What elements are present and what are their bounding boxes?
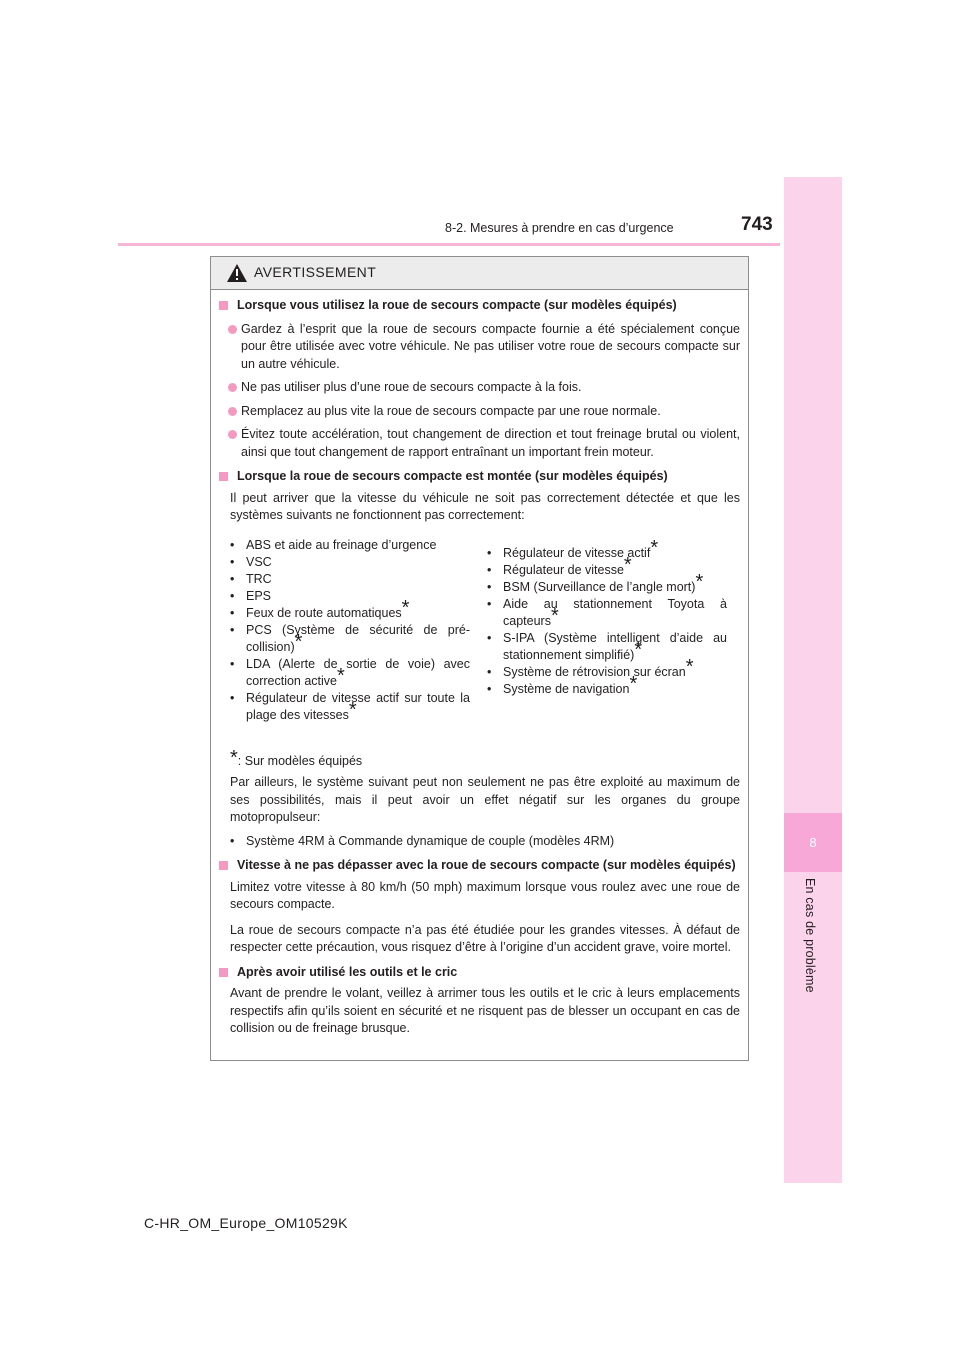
asterisk-mark: * [401,596,410,619]
warning-header [211,257,748,290]
asterisk-mark: * [685,655,694,678]
warning-box [210,256,749,1061]
warning-title: AVERTISSEMENT [254,264,377,280]
list-item: • ABS et aide au freinage d’urgence [230,537,470,554]
pink-dot-bullet-icon [228,325,237,334]
chapter-side-tab [784,177,842,1183]
list-item: • Régulateur de vitesse actif* [487,545,727,562]
list-item: Évitez toute accélération, tout changement de direction et tout freinage brutal ou violent, ainsi que tout changement de rapport entraînant un important frein moteur. [211,426,740,461]
footnote: *: Sur modèles équipés [230,746,363,769]
list-item: • Régulateur de vitesse actif sur toute la plage des vitesses* [230,690,470,724]
chapter-number-tab[interactable]: 8 [784,813,842,872]
list-item: • Aide au stationnement Toyota à capteurs* [487,596,727,630]
document-id-footer: C-HR_OM_Europe_OM10529K [144,1215,348,1231]
list-item: • BSM (Surveillance de l’angle mort)* [487,579,727,596]
affected-systems-columns [211,537,748,751]
list-item: • Système 4RM à Commande dynamique de couple (modèles 4RM) [211,833,740,851]
pink-dot-bullet-icon [228,383,237,392]
asterisk-mark: * [695,570,704,593]
section-heading-tools-jack: Après avoir utilisé les outils et le cric [219,964,740,982]
asterisk-mark: * [550,604,559,627]
pink-square-bullet-icon [219,472,228,481]
pink-dot-bullet-icon [228,407,237,416]
asterisk-mark: * [294,630,303,653]
section-heading-speed-limit: Vitesse à ne pas dépasser avec la roue de secours compacte (sur modèles équipés) [219,857,740,875]
list-item: • Système de navigation* [487,681,727,698]
pink-square-bullet-icon [219,968,228,977]
list-item: • Régulateur de vitesse* [487,562,727,579]
header-divider [118,243,780,246]
list-item: Remplacez au plus vite la roue de secours compacte par une roue normale. [211,403,740,421]
pink-square-bullet-icon [219,861,228,870]
asterisk-mark: * [634,638,643,661]
asterisk-mark: * [629,672,638,695]
systems-column-left [230,537,470,724]
paragraph: Par ailleurs, le système suivant peut non seulement ne pas être exploité au maximum de ses possibilités, mais il peut avoir un effet négatif sur les organes du groupe motopropulseur: [230,775,740,824]
warning-content [211,290,748,1038]
asterisk-mark: * [230,746,238,769]
list-item: • EPS [230,588,470,605]
chapter-title-vertical: En cas de problème [803,878,817,993]
list-item: • TRC [230,571,470,588]
list-item: • VSC [230,554,470,571]
page-number: 743 [741,214,773,235]
asterisk-mark: * [348,698,357,721]
section-heading-spare-mounted: Lorsque la roue de secours compacte est montée (sur modèles équipés) [219,468,740,486]
paragraph: Il peut arriver que la vitesse du véhicule ne soit pas correctement détectée et que les systèmes suivants ne fonctionnent pas correctement: [230,490,740,522]
systems-column-right [487,536,727,698]
section-heading-spare-use: Lorsque vous utilisez la roue de secours compacte (sur modèles équipés) [219,297,740,315]
pink-square-bullet-icon [219,301,228,310]
paragraph: Limitez votre vitesse à 80 km/h (50 mph) maximum lorsque vous roulez avec une roue de secours compacte. [230,879,740,911]
asterisk-mark: * [623,553,632,576]
asterisk-mark: * [650,536,659,559]
list-item: • LDA (Alerte de sortie de voie) avec correction active* [230,656,470,690]
paragraph: La roue de secours compacte n’a pas été étudiée pour les grandes vitesses. À défaut de respecter cette précaution, vous risquez d’être à l’origine d’un accident grave, voire mortel. [230,922,740,954]
list-item: • PCS (Système de sécurité de pré-collision)* [230,622,470,656]
list-item: • Feux de route automatiques* [230,605,470,622]
pink-dot-bullet-icon [228,430,237,439]
asterisk-mark: * [337,664,345,687]
list-item: • S-IPA (Système intelligent d’aide au stationnement simplifié)* [487,630,727,664]
list-item: • Système de rétrovision sur écran* [487,664,727,681]
paragraph: Avant de prendre le volant, veillez à arrimer tous les outils et le cric à leurs emplacements respectifs afin qu’ils soient en sécurité et ne risquent pas de blesser un occupant en cas de collision ou de freinage brusque. [230,986,740,1035]
list-item: Ne pas utiliser plus d’une roue de secours compacte à la fois. [211,379,740,397]
list-item: Gardez à l’esprit que la roue de secours compacte fournie a été spécialement conçue pour être utilisée avec votre véhicule. Ne pas utiliser votre roue de secours compacte sur un autre véhicule. [211,321,740,374]
warning-triangle-icon [226,263,248,283]
section-title: 8-2. Mesures à prendre en cas d’urgence [445,221,674,235]
